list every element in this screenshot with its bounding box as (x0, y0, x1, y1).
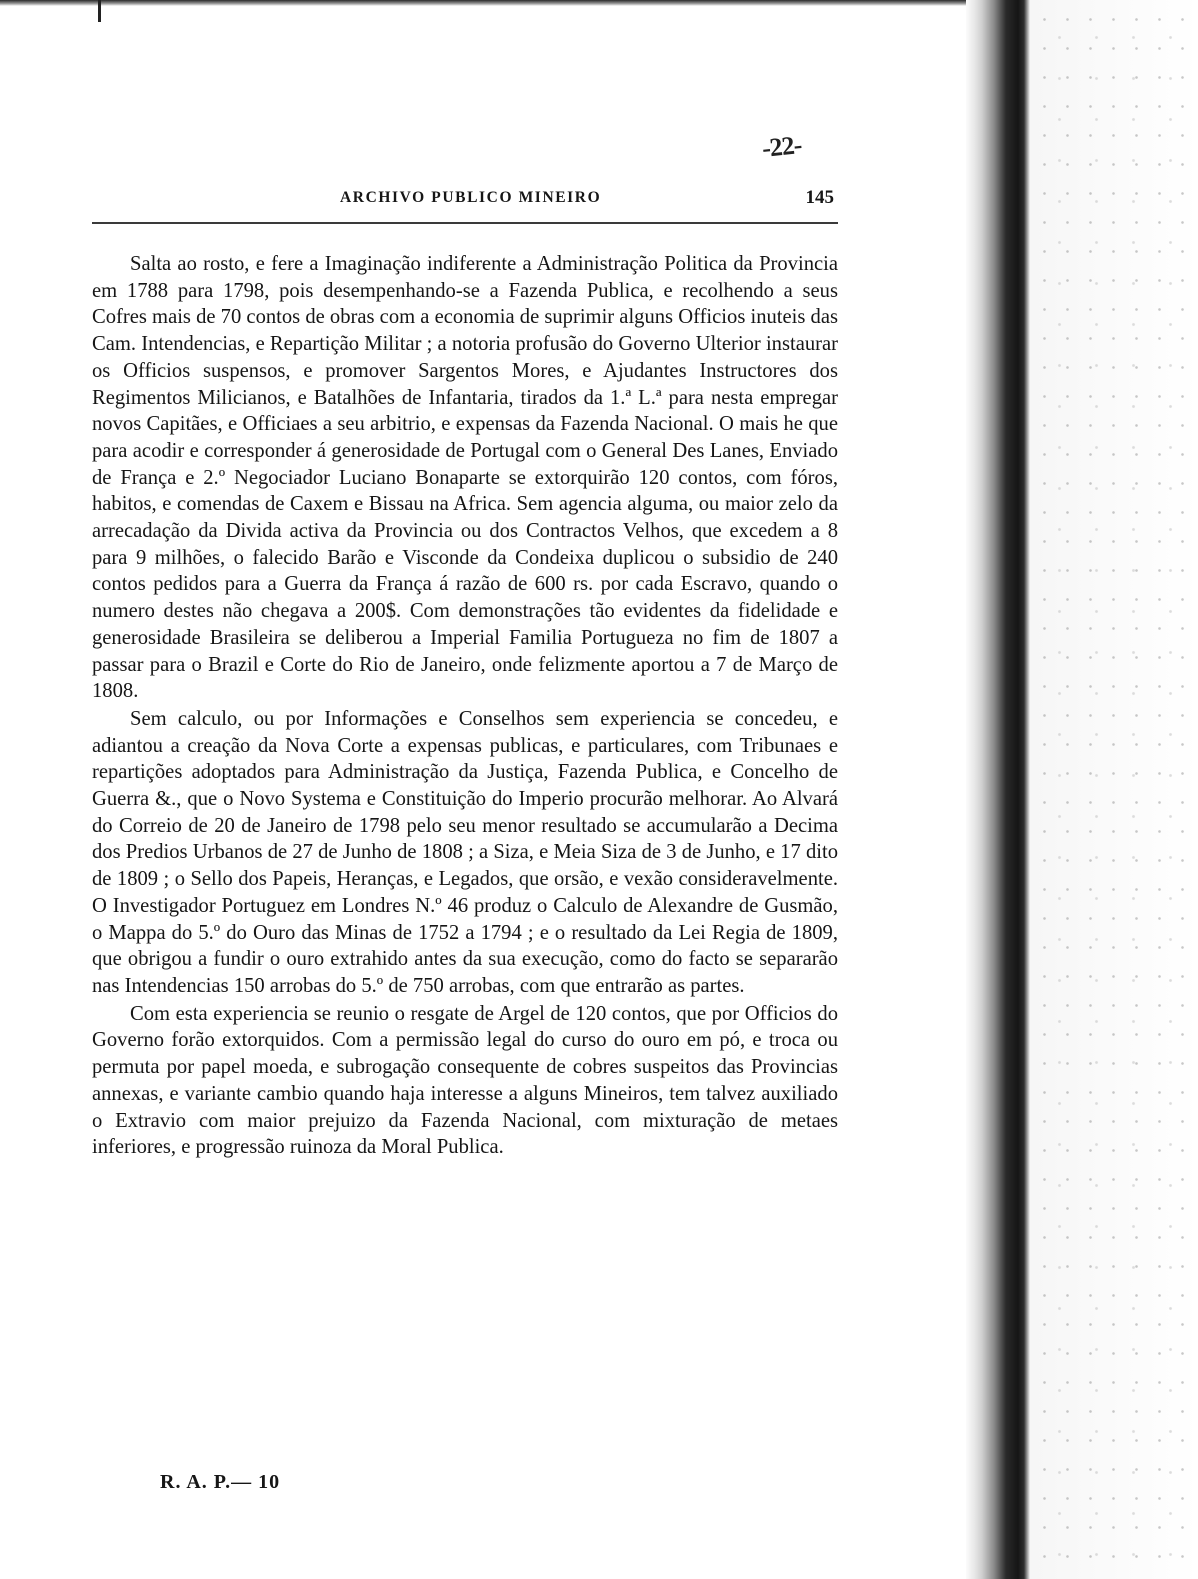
running-title: ARCHIVO PUBLICO MINEIRO (340, 189, 602, 206)
page-top-edge (0, 0, 1010, 6)
scan-noise (1030, 0, 1198, 1579)
marginal-handwritten-mark: -22- (760, 130, 803, 163)
header-divider (92, 222, 838, 224)
page-number: 145 (805, 187, 834, 208)
paragraph-2: Sem calculo, ou por Informações e Conselhos sem experiencia se concedeu, e adiantou a creação da Nova Corte a expensas publicas, e particulares, com Tribunaes e repartições adoptados para Administração da Justiça, Fazenda Publica, e Concelho de Guerra &., que o Novo Systema e Constituição do Imperio procurão melhorar. Ao Alvará do Correio de 20 de Janeiro de 1798 pelo seu menor resultado se accumularão a Decima dos Predios Urbanos de 27 de Junho de 1808 ; a Siza, e Meia Siza de 3 de Junho, e 17 dito de 1809 ; o Sello dos Papeis, Heranças, e Legados, que orsão, e vexão consideravelmente. O Investigador Portuguez em Londres N.º 46 produz o Calculo de Alexandre de Gusmão, o Mappa do 5.º do Ouro das Minas de 1752 a 1794 ; e o resultado da Lei Regia de 1809, que obrigou a fundir o ouro extrahido antes da sua execução, como do facto se separarão nas Intendencias 150 arrobas do 5.º de 750 arrobas, com que entrarão as partes. (92, 707, 838, 997)
paragraph-1: Salta ao rosto, e fere a Imaginação indiferente a Administração Politica da Provincia em 1788 para 1798, pois desempenhando-se a Fazenda Publica, e recolhendo a seus Cofres mais de 70 contos de obras com a economia de suprimir alguns Officios inuteis das Cam. Intendencias, e Repartição Militar ; a notoria profusão do Governo Ulterior instaurar os Officios suspensos, e promover Sargentos Mores, e Ajudantes Instructores dos Regimentos Milicianos, e Batalhões de Infantaria, tirados da 1.ª L.ª para nesta empregar novos Capitães, e Officiaes a seu arbitrio, e expensas da Fazenda Nacional. O mais he que para acodir e corresponder á generosidade de Portugal com o General Des Lanes, Enviado de França e 2.º Negociador Luciano Bonaparte se extorquirão 120 contos, com fóros, habitos, e comendas de Caxem e Bissau na Africa. Sem agencia alguma, ou maior zelo da arrecadação da Divida activa da Provincia ou dos Contractos Velhos, que excedem a 8 para 9 milhões, o falecido Barão e Visconde da Condeixa duplicou o subsidio de 240 contos pedidos para a Guerra da França á razão de 600 rs. por cada Escravo, quando o numero destes não chegava a 200$. Com demonstrações tão evidentes da fidelidade e generosidade Brasileira se deliberou a Imperial Familia Portugueza no fim de 1807 a passar para o Brazil e Corte do Rio de Janeiro, onde felizmente aportou a 7 de Março de 1808. (92, 253, 838, 703)
signature-line: R. A. P.— 10 (160, 1471, 281, 1493)
paragraph-3: Com esta experiencia se reunio o resgate de Argel de 120 contos, que por Officios do Governo forão extorquidos. Com a permissão legal do curso do ouro em pó, e troca ou permuta por papel moeda, e subrogação consequente de cobres suspeitos das Provincias annexas, e variante cambio quando haja interesse a alguns Mineiros, tem talvez auxiliado o Extravio com maior prejuizo da Fazenda Nacional, com mixturação de metaes inferiores, e progressão ruinoza da Moral Publica. (92, 1002, 838, 1159)
page-header (92, 187, 838, 217)
page-corner-mark (98, 0, 101, 22)
body-text (92, 251, 838, 1161)
